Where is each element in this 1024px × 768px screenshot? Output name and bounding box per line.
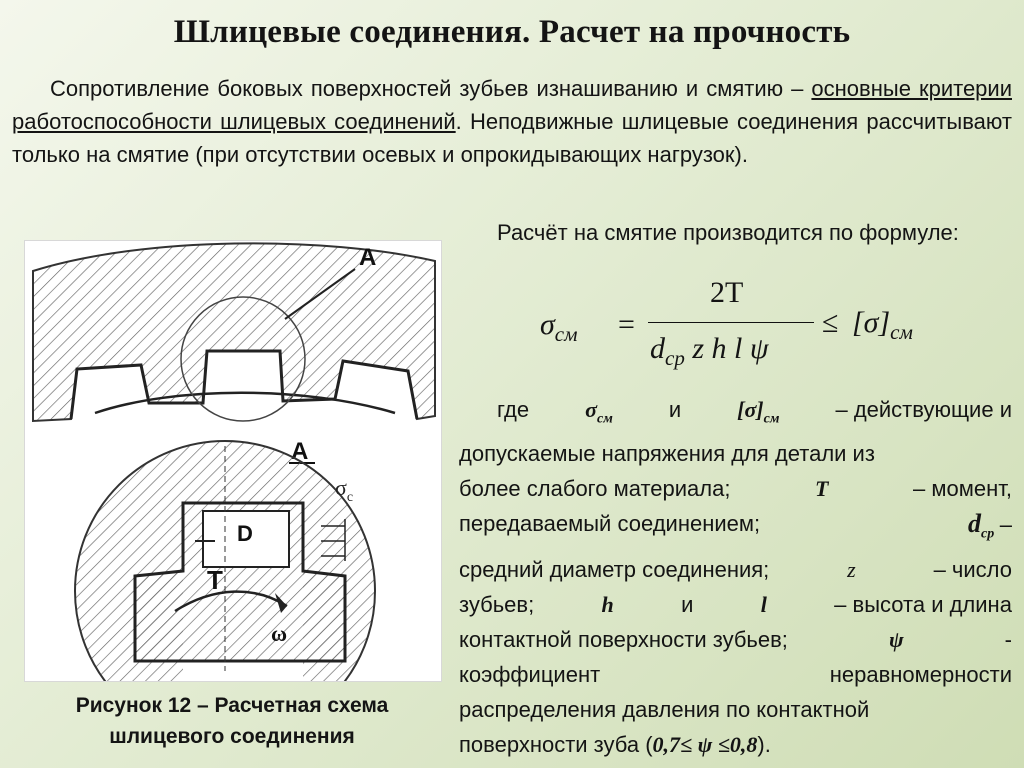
spline-figure bbox=[24, 240, 442, 682]
figure-caption bbox=[22, 690, 442, 752]
caption-line-2: шлицевого соединения bbox=[109, 725, 355, 748]
label-omega: ω bbox=[271, 621, 288, 646]
spline-diagram bbox=[25, 241, 441, 681]
legend-line: более слабого материала; T – момент, bbox=[459, 476, 1012, 502]
legend-line: контактной поверхности зубьев; ψ - bbox=[459, 626, 1012, 652]
caption-line-1: Рисунок 12 – Расчетная схема bbox=[75, 694, 389, 717]
label-d: D bbox=[237, 521, 253, 546]
formula bbox=[540, 278, 980, 378]
calc-intro-text: Расчёт на смятие производится по формуле: bbox=[497, 220, 959, 245]
formula-rhs: $[\sigma]_{см}$ bbox=[852, 306, 913, 344]
formula-le: ≤ bbox=[822, 306, 839, 339]
formula-equals: = bbox=[618, 308, 635, 341]
legend-line: где $\sigma_{см}$ и $[\sigma]_{см}$ – действующие и bbox=[497, 397, 1012, 427]
label-a-top: A bbox=[359, 244, 377, 271]
intro-text-1: Сопротивление боковых поверхностей зубьев изнашиванию и смятию – bbox=[50, 76, 812, 101]
label-t: T bbox=[207, 565, 223, 595]
legend-line: распределения давления по контактной bbox=[459, 696, 870, 722]
intro-paragraph bbox=[12, 72, 1012, 171]
calc-intro bbox=[459, 216, 1012, 249]
legend-line: поверхности зуба (0,7≤ ψ ≤0,8). bbox=[459, 731, 771, 757]
formula-denominator: $d_{ср}$ z h l ψ bbox=[650, 332, 769, 370]
intro-underlined: основные критерии работоспособности шлицевых соединений bbox=[12, 76, 1012, 134]
legend-line: средний диаметр соединения; z – число bbox=[459, 556, 1012, 582]
legend-line: передаваемый соединением; $d_{ср}$ – bbox=[459, 509, 1012, 542]
fraction-bar bbox=[648, 322, 814, 323]
legend-line: коэффициент неравномерности bbox=[459, 661, 1012, 687]
legend-line: допускаемые напряжения для детали из bbox=[459, 441, 875, 467]
formula-lhs: $\sigma_{см}$ bbox=[540, 308, 578, 346]
slide-title: Шлицевые соединения. Расчет на прочность bbox=[173, 14, 851, 50]
legend-paragraph bbox=[459, 392, 1012, 762]
formula-numerator: 2T bbox=[710, 276, 744, 309]
label-sigma: $\sigma_с$ bbox=[335, 475, 354, 505]
intro-text-2: . Неподвижные шлицевые соединения рассчитывают только на смятие (при отсутствии осевых и опрокидывающих нагрузок). bbox=[12, 109, 1012, 167]
label-a-detail: A bbox=[291, 438, 309, 465]
legend-line: зубьев; h и l – высота и длина bbox=[459, 591, 1012, 617]
detail-view bbox=[75, 441, 375, 681]
